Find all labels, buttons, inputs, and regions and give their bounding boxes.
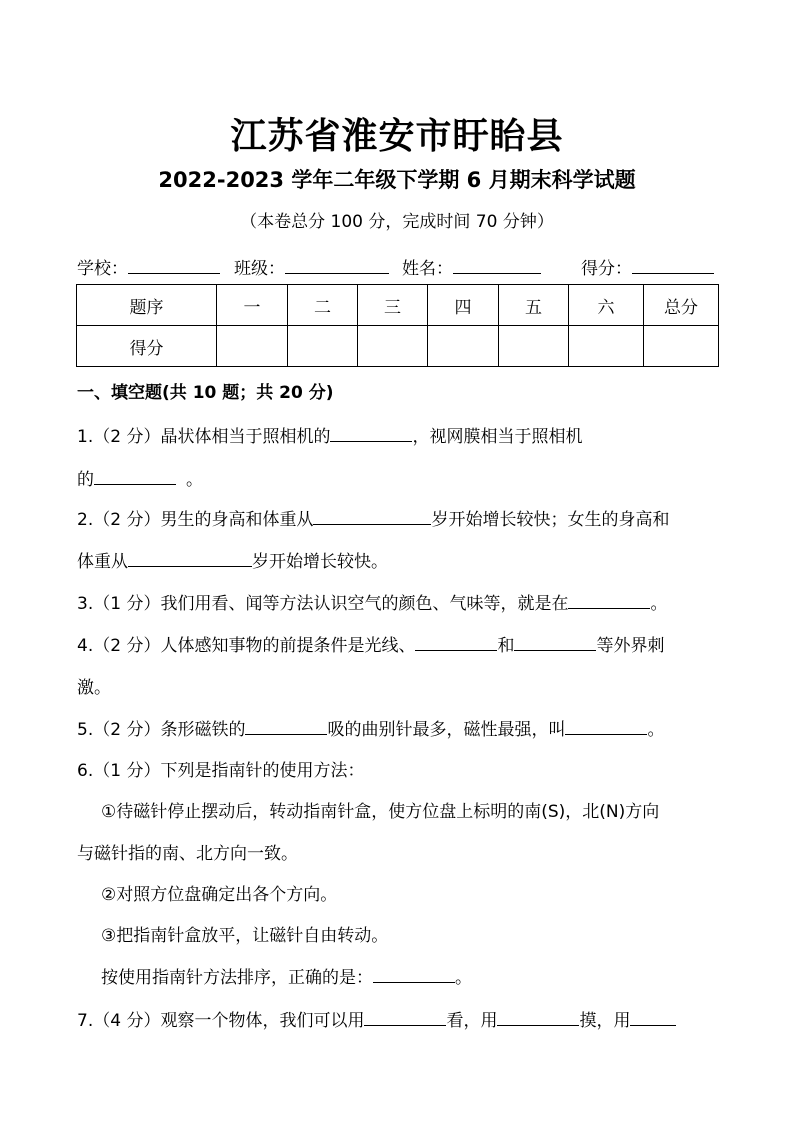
page-subtitle: 2022-2023 学年二年级下学期 6 月期末科学试题 bbox=[158, 168, 636, 192]
question-7 bbox=[77, 1006, 676, 1031]
question-text: 。 bbox=[650, 594, 668, 614]
score-cell[interactable] bbox=[358, 326, 428, 367]
score-blank[interactable] bbox=[632, 255, 714, 274]
score-cell[interactable] bbox=[288, 326, 358, 367]
table-score-row bbox=[77, 326, 719, 367]
answer-blank[interactable] bbox=[94, 467, 176, 485]
answer-blank[interactable] bbox=[373, 965, 455, 983]
question-6: 6.（1 分）下列是指南针的使用方法： bbox=[77, 761, 365, 781]
table-header-cell: 一 bbox=[217, 285, 288, 326]
question-text: 3.（1 分）我们用看、闻等方法认识空气的颜色、气味等，就是在 bbox=[77, 594, 569, 614]
question-6-step-1: ①待磁针停止摆动后，转动指南针盒，使方位盘上标明的南(S)，北(N)方向 bbox=[101, 802, 660, 822]
school-blank[interactable] bbox=[128, 255, 220, 274]
school-label: 学校： bbox=[77, 259, 128, 279]
question-text: 吸的曲别针最多，磁性最强，叫 bbox=[327, 720, 566, 740]
question-4-line1 bbox=[77, 631, 664, 656]
table-header-cell: 二 bbox=[288, 285, 358, 326]
table-header-cell: 四 bbox=[428, 285, 499, 326]
class-blank[interactable] bbox=[285, 255, 389, 274]
question-text: 。 bbox=[647, 720, 665, 740]
page-title: 江苏省淮安市盱眙县 bbox=[230, 116, 564, 157]
answer-blank[interactable] bbox=[128, 549, 252, 567]
name-blank[interactable] bbox=[453, 255, 541, 274]
question-text: 体重从 bbox=[77, 552, 128, 572]
question-text: 等外界刺 bbox=[596, 636, 665, 656]
answer-blank[interactable] bbox=[415, 633, 497, 651]
question-1-line1 bbox=[77, 422, 582, 447]
table-header-cell: 三 bbox=[358, 285, 428, 326]
question-text: 岁开始增长较快；女生的身高和 bbox=[431, 510, 670, 530]
score-cell[interactable] bbox=[644, 326, 719, 367]
answer-blank[interactable] bbox=[313, 507, 431, 525]
table-header-cell: 六 bbox=[569, 285, 644, 326]
question-2-line2 bbox=[77, 547, 388, 572]
question-text: 。 bbox=[455, 968, 472, 988]
question-text: 摸，用 bbox=[579, 1011, 631, 1031]
question-text: ，视网膜相当于照相机 bbox=[412, 427, 583, 447]
question-3 bbox=[77, 589, 667, 614]
answer-blank[interactable] bbox=[630, 1008, 676, 1026]
score-cell[interactable] bbox=[569, 326, 644, 367]
question-6-ask bbox=[101, 963, 472, 988]
question-1-line2 bbox=[77, 465, 203, 490]
question-text: 2.（2 分）男生的身高和体重从 bbox=[77, 510, 314, 530]
answer-blank[interactable] bbox=[565, 717, 647, 735]
question-text: 按使用指南针方法排序，正确的是： bbox=[101, 968, 373, 988]
question-text: 。 bbox=[186, 470, 203, 490]
section-title: 一、填空题(共 10 题；共 20 分) bbox=[77, 383, 334, 403]
table-header-cell: 总分 bbox=[644, 285, 719, 326]
class-label: 班级： bbox=[234, 259, 285, 279]
question-text: 4.（2 分）人体感知事物的前提条件是光线、 bbox=[77, 636, 416, 656]
table-header-row bbox=[77, 285, 719, 326]
question-6-step-1-cont: 与磁针指的南、北方向一致。 bbox=[77, 844, 298, 864]
question-5 bbox=[77, 715, 664, 740]
question-text: 1.（2 分）晶状体相当于照相机的 bbox=[77, 427, 331, 447]
score-cell[interactable] bbox=[217, 326, 288, 367]
question-text: 的 bbox=[77, 470, 94, 490]
exam-note: （本卷总分 100 分，完成时间 70 分钟） bbox=[240, 212, 554, 232]
score-label: 得分： bbox=[581, 259, 632, 279]
answer-blank[interactable] bbox=[497, 1008, 579, 1026]
question-6-step-3: ③把指南针盒放平，让磁针自由转动。 bbox=[101, 926, 389, 946]
question-2-line1 bbox=[77, 505, 669, 530]
answer-blank[interactable] bbox=[364, 1008, 446, 1026]
name-field bbox=[402, 254, 541, 279]
score-field bbox=[581, 254, 714, 279]
question-6-step-2: ②对照方位盘确定出各个方向。 bbox=[101, 885, 338, 905]
question-text: 和 bbox=[497, 636, 515, 656]
answer-blank[interactable] bbox=[514, 633, 596, 651]
question-text: 激。 bbox=[77, 678, 111, 698]
table-header-cell: 五 bbox=[499, 285, 569, 326]
table-row-label: 得分 bbox=[77, 326, 217, 367]
score-cell[interactable] bbox=[428, 326, 499, 367]
school-field bbox=[77, 254, 220, 279]
answer-blank[interactable] bbox=[330, 424, 412, 442]
name-label: 姓名： bbox=[402, 259, 453, 279]
question-text: 5.（2 分）条形磁铁的 bbox=[77, 720, 246, 740]
question-text: 7.（4 分）观察一个物体，我们可以用 bbox=[77, 1011, 365, 1031]
question-4-line2 bbox=[77, 673, 111, 698]
question-text: 岁开始增长较快。 bbox=[252, 552, 388, 572]
question-text: 看，用 bbox=[446, 1011, 498, 1031]
answer-blank[interactable] bbox=[245, 717, 327, 735]
answer-blank[interactable] bbox=[568, 591, 650, 609]
class-field bbox=[234, 254, 389, 279]
score-cell[interactable] bbox=[499, 326, 569, 367]
table-header-cell: 题序 bbox=[77, 285, 217, 326]
score-table bbox=[76, 284, 719, 367]
